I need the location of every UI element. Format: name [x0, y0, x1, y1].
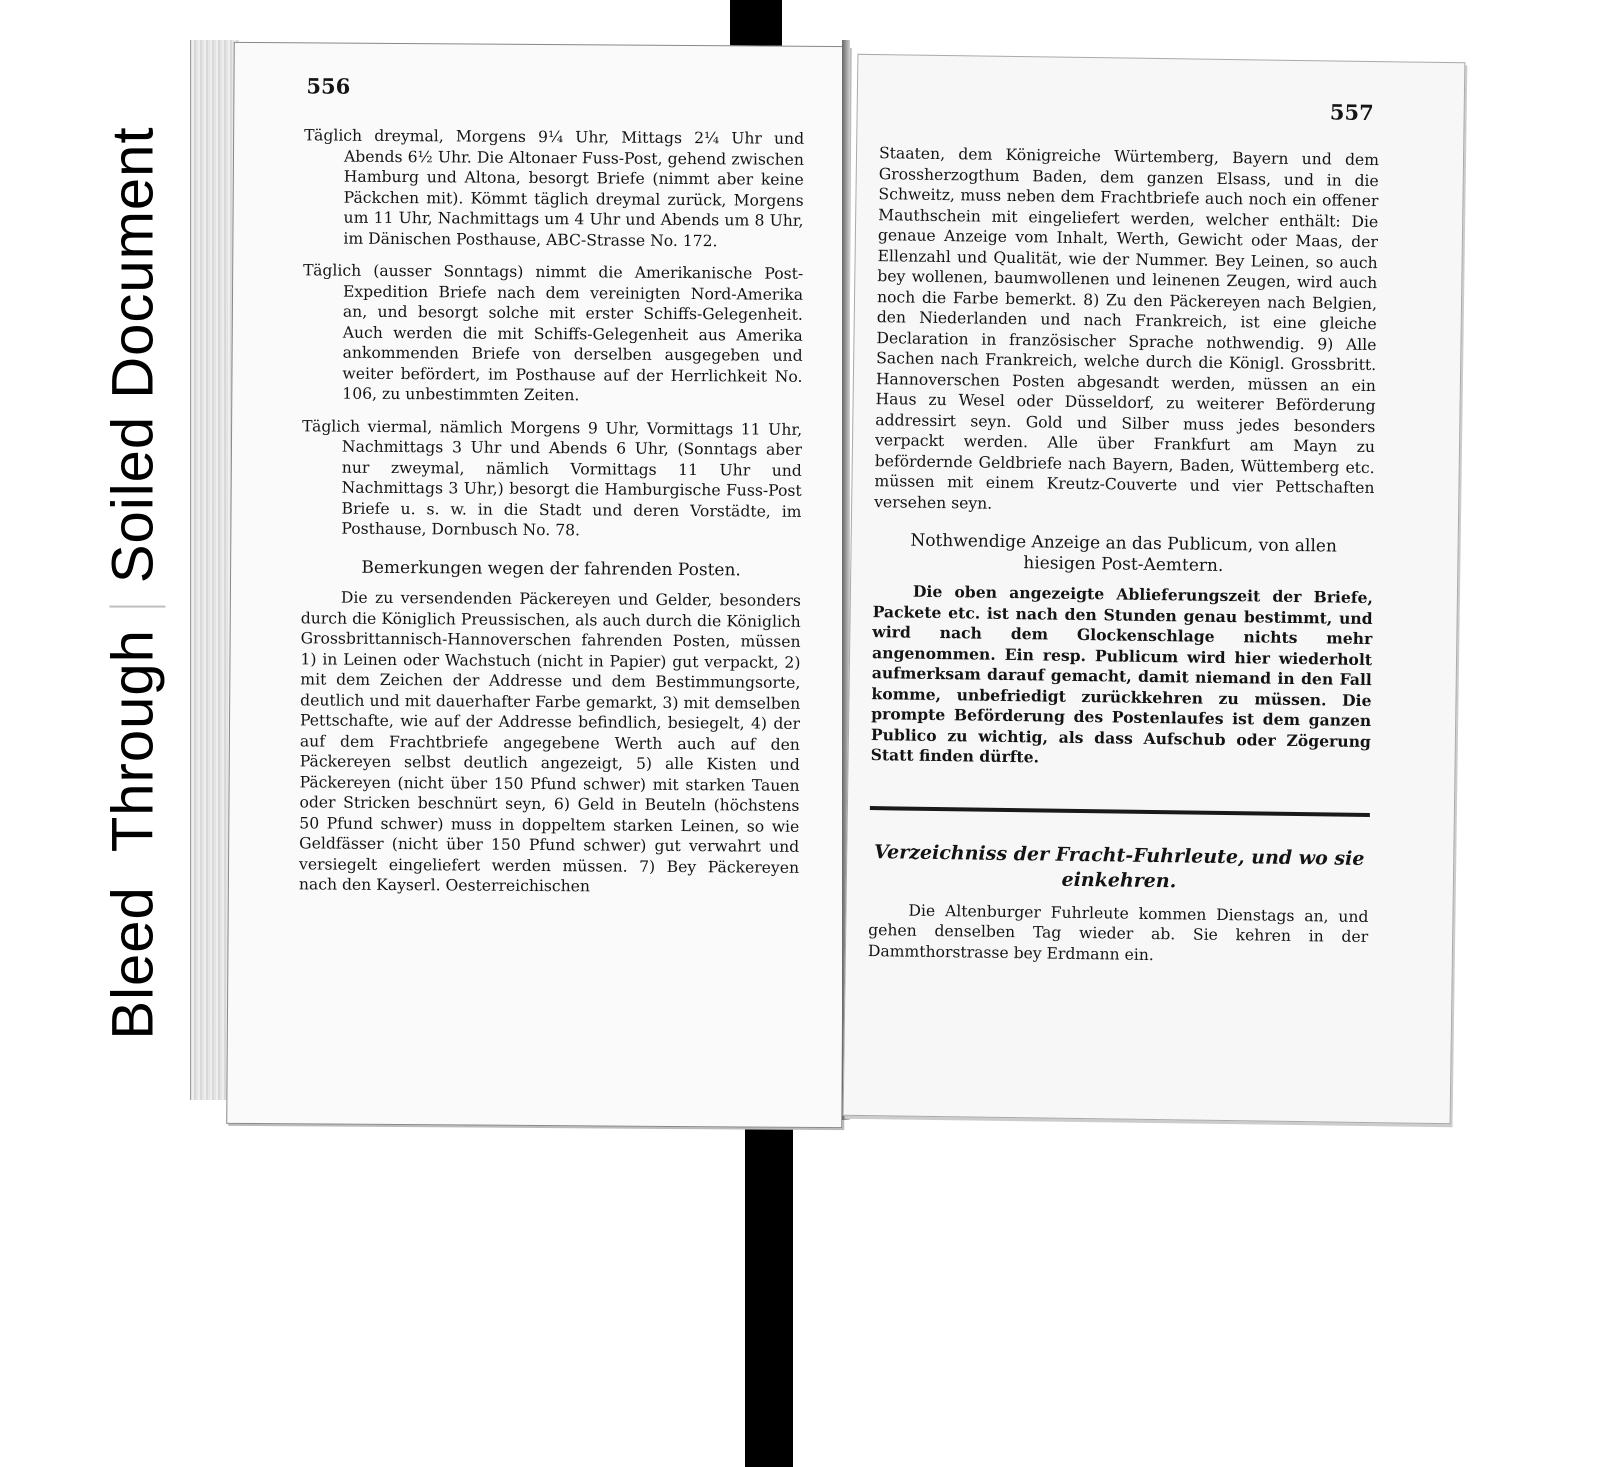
left-section-heading: Bemerkungen wegen der fahrenden Posten. [361, 557, 741, 580]
right-italic-heading: Verzeichniss der Fracht-Fuhrleute, und wo sie einkehren. [873, 840, 1365, 892]
right-page-text [868, 143, 1380, 980]
condition-stamp-text [100, 126, 167, 1039]
left-paragraph-3: Täglich viermal, nämlich Morgens 9 Uhr, Vormittags 11 Uhr, Nachmittags 3 Uhr und Abends 6 Uhr, (Sonntags aber nur zweymal, nämlich Vormittags 11 Uhr und Nachmittags 3 Uhr,) besorgt die Hamburgische Fuss-Post Briefe u. s. w. in die Stadt und deren Vorstädte, im Posthause, Dornbusch No. 78. [302, 416, 803, 540]
bottom-black-stripe [745, 1118, 793, 1467]
left-page-number: 556 [306, 73, 351, 99]
soiled-document-label: Soiled Document [100, 126, 166, 584]
top-black-stripe [730, 0, 782, 46]
left-paragraph-2: Täglich (ausser Sonntags) nimmt die Amerikanische Post-Expedition Briefe nach dem vereinigten Nord-Amerika an, und besorgt solche mit erster Schiffs-Gelegenheit. Auch werden die mit Schiffs-Gelegenheit aus Amerika ankommenden Briefe von derselben ausgegeben und weiter befördert, im Posthause auf der Herrlichkeit No. 106, zu unbestimmten Zeiten. [303, 261, 804, 405]
right-page-number: 557 [1329, 99, 1374, 126]
left-page [226, 42, 850, 1128]
bleed-through-label: Bleed Through [100, 629, 166, 1040]
left-paragraph-4: Die zu versendenden Päckereyen und Gelder, besonders durch die Königlich Preussischen, als auch durch die Königlich Grossbrittannisch-Hannoverschen fahrenden Posten, müssen 1) in Leinen oder Wachstuch (nicht in Papier) gut verpackt, 2) mit dem Zeichen der Addresse und dem Bestimmungsorte, deutlich und mit dauerhafter Farbe gemarkt, 3) mit demselben Pettschafte, wie auf der Addresse befindlich, besiegelt, 4) der auf dem Frachtbriefe angegebene Werth auch auf den Päckereyen selbst deutlich angezeigt, 5) alle Kisten und Päckereyen (nicht über 150 Pfund schwer) mit starken Tauen oder Stricken beschnürt seyn, 6) Geld in Beuteln (höchstens 50 Pfund schwer) muss in doppeltem starken Leinen, so wie Geldfässer (nicht über 150 Pfund schwer) gut verwahrt und versiegelt eingeliefert werden müssen. 7) Bey Päckereyen nach den Kayserl. Oesterreichischen [298, 588, 801, 896]
right-paragraph-3: Die Altenburger Fuhrleute kommen Dienstags an, und gehen denselben Tag wieder ab. Sie kehren in der Dammthorstrasse bey Erdmann ein. [867, 901, 1369, 964]
section-divider-rule [870, 806, 1370, 817]
left-paragraph-1: Täglich dreymal, Morgens 9¼ Uhr, Mittags 2¼ Uhr und Abends 6½ Uhr. Die Altonaer Fuss-Post, gehend zwischen Hamburg und Altona, besorgt Briefe (nimmt aber keine Päckchen mit). Kömmt täglich dreymal zurück, Morgens um 11 Uhr, Nachmittags um 4 Uhr und Abends um 8 Uhr, im Dänischen Posthause, ABC-Strasse No. 172. [304, 126, 805, 250]
stamp-separator [109, 605, 165, 607]
right-section-heading: Nothwendige Anzeige an das Publicum, von allen hiesigen Post-Aemtern. [910, 530, 1338, 576]
right-paragraph-1: Staaten, dem Königreiche Würtemberg, Bayern und dem Grossherzogthum Baden, dem ganzen Elsass, und in die Schweitz, muss neben dem Frachtbriefe auch noch ein offener Mauthschein mit eingeliefert werden, welcher enthält: Die genaue Anzeige vom Inhalt, Werth, Gewicht oder Maas, der Ellenzahl und Qualität, wie der Nummer. Bey Leinen, so auch bey wollenen, baumwollenen und leinenen Zeugen, wird auch noch die Farbe bemerkt. 8) Zu den Päckereyen nach Belgien, den Niederlanden und nach Frankreich, ist eine gleiche Declaration in französischer Sprache nothwendig. 9) Alle Sachen nach Frankreich, welche durch die Königl. Grossbritt. Hannoverschen Posten abgesandt werden, müssen an ein Haus zu Wesel oder Düsseldorf, zu weiterer Beförderung addressirt seyn. Gold und Silber muss jedes besonders verpackt werden. Alle über Frankfurt am Mayn zu befördernde Geldbriefe nach Bayern, Baden, Wüttemberg etc. müssen mit einem Kreutz-Couverte und vier Pettschaften versehen seyn. [874, 144, 1380, 513]
condition-stamp [88, 68, 178, 1098]
right-page [843, 54, 1466, 1124]
right-paragraph-2: Die oben angezeigte Ablieferungszeit der Briefe, Packete etc. ist nach den Stunden genau bestimmt, und wird nach dem Glockenschlage nichts mehr angenommen. Ein resp. Publicum wird hier wiederholt aufmerksam darauf gemacht, damit niemand in den Fall komme, unbefriedigt zurückkehren zu müssen. Die prompte Beförderung des Postenlaufes ist dem ganzen Publico zu wichtig, als dass Aufschub oder Zögerung Statt finden dürfte. [870, 581, 1374, 767]
left-page-text [299, 125, 804, 910]
